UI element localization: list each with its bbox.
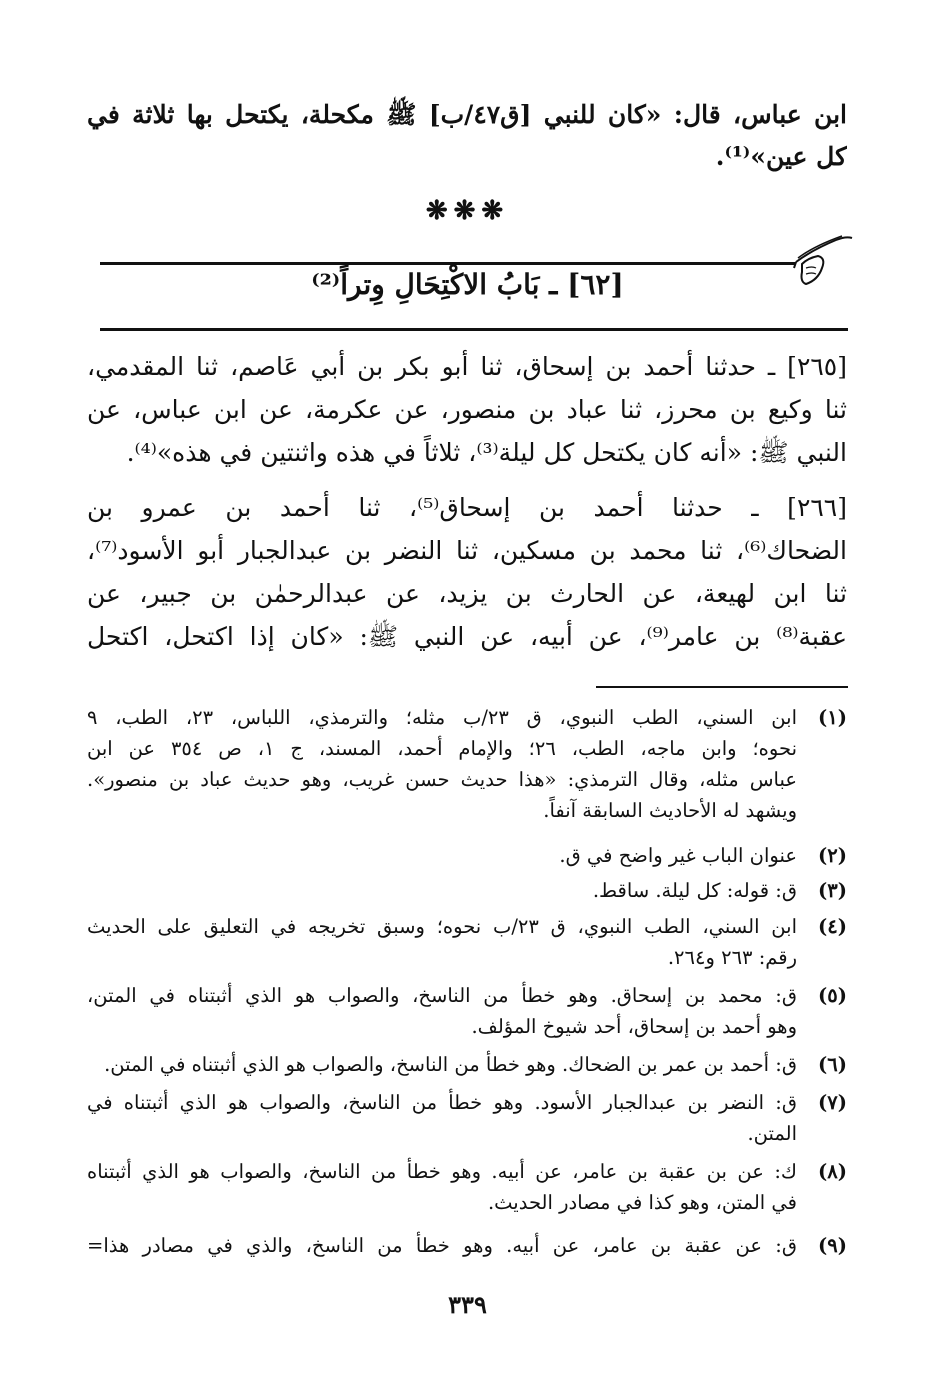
footnote-1: [87, 702, 847, 826]
footnote-number: (٨): [818, 1160, 847, 1183]
section-separator: ❋❋❋: [425, 196, 510, 226]
chapter-heading: [٦٢] ـ بَابُ الاكْتِحَالِ وِتراً⁽²⁾: [311, 268, 624, 301]
hadith-265-line-3: النبي ﷺ: «أنه كان يكتحل كل ليلة⁽³⁾، ثلاثاً في هذه واثنتين في هذه»⁽⁴⁾.: [126, 438, 847, 467]
hadith-265-line-2: ثنا وكيع بن محرز، ثنا عباد بن منصور، عن عكرمة، عن ابن عباس، عن: [87, 395, 847, 424]
footnote-line: وهو أحمد بن إسحاق، أحد شيوخ المؤلف.: [471, 1015, 797, 1038]
hadith-265-line-1: [٢٦٥] ـ حدثنا أحمد بن إسحاق، ثنا أبو بكر بن أبي عَاصم، ثنا المقدمي،: [87, 352, 847, 381]
top-paragraph-line-2: كل عين»⁽¹⁾.: [715, 142, 847, 171]
footnote-line: ق: محمد بن إسحاق. وهو خطأ من الناسخ، والصواب هو الذي أثبتناه في المتن،: [87, 984, 797, 1007]
footnote-line: عنوان الباب غير واضح في ق.: [559, 844, 797, 867]
footnote-line: ك: عن بن عقبة بن عامر، عن أبيه. وهو خطأ من الناسخ، والصواب هو الذي أثبتناه: [87, 1160, 797, 1183]
footnote-line: ابن السني، الطب النبوي، ق ٢٣/ب نحوه؛ وسبق تخريجه في التعليق على الحديث: [87, 915, 797, 938]
hadith-266-line-3: ثنا ابن لهيعة، عن الحارث بن يزيد، عن عبدالرحمٰن بن جبير، عن: [87, 579, 847, 608]
footnote-line: عباس مثله، وقال الترمذي: «هذا حديث حسن غريب، وهو حديث عباد بن منصور».: [87, 768, 797, 791]
footnote-line: ق: عن عقبة بن عامر، عن أبيه. وهو خطأ من الناسخ، والذي في مصادر هذا=: [87, 1234, 797, 1257]
page-number: ٣٣٩: [448, 1290, 487, 1319]
footnote-number: (٤): [818, 915, 847, 938]
footnote-line: ق: قوله: كل ليلة. ساقط.: [592, 879, 797, 902]
footnote-3: [87, 875, 847, 906]
footnote-number: (٩): [818, 1234, 847, 1257]
footnote-line: رقم: ٢٦٣ و٢٦٤.: [667, 946, 797, 969]
footnote-line: ق: أحمد بن عمر بن الضحاك. وهو خطأ من الناسخ، والصواب هو الذي أثبتناه في المتن.: [104, 1053, 797, 1076]
top-paragraph-line-1: ابن عباس، قال: «كان للنبي [ق٤٧/ب] ﷺ مكحلة، يكتحل بها ثلاثة في: [87, 100, 847, 129]
footnote-line: ق: النضر بن عبدالجبار الأسود. وهو خطأ من الناسخ، والصواب هو الذي أثبتناه في: [87, 1091, 797, 1114]
footnote-number: (٣): [818, 879, 847, 902]
footnote-number: (١): [818, 706, 847, 729]
footnote-number: (٢): [818, 844, 847, 867]
hadith-266-line-2: الضحاك⁽⁶⁾، ثنا محمد بن مسكين، ثنا النضر بن عبدالجبار أبو الأسود⁽⁷⁾،: [87, 536, 847, 565]
footnote-line: ابن السني، الطب النبوي، ق ٢٣/ب مثله؛ والترمذي، اللباس، ٢٣، الطب، ٩: [87, 706, 797, 729]
footnote-line: ويشهد له الأحاديث السابقة آنفاً.: [543, 799, 797, 822]
footnote-6: [87, 1049, 847, 1080]
heading-bottom-rule: [100, 328, 848, 331]
footnote-2: [87, 840, 847, 871]
hadith-266-line-1: [٢٦٦] ـ حدثنا أحمد بن إسحاق⁽⁵⁾، ثنا أحمد بن عمرو بن: [87, 493, 847, 522]
footnote-separator: [596, 686, 848, 688]
footnote-5: [87, 980, 847, 1042]
hadith-266-line-4: عقبة⁽⁸⁾ بن عامر⁽⁹⁾، عن أبيه، عن النبي ﷺ: «كان إذا اكتحل، اكتحل: [87, 622, 847, 651]
footnote-line: في المتن، وهو كذا في مصادر الحديث.: [487, 1191, 797, 1214]
footnote-line: المتن.: [747, 1122, 797, 1145]
footnote-number: (٥): [818, 984, 847, 1007]
footnote-8: [87, 1156, 847, 1218]
footnote-4: [87, 911, 847, 973]
footnote-number: (٧): [818, 1091, 847, 1114]
footnote-number: (٦): [818, 1053, 847, 1076]
footnote-9: [87, 1230, 847, 1261]
heading-top-rule: [100, 262, 795, 265]
footnote-line: نحوه؛ وابن ماجه، الطب، ٢٦؛ والإمام أحمد، المسند، ج ١، ص ٣٥٤ عن ابن: [87, 737, 797, 760]
footnote-7: [87, 1087, 847, 1149]
